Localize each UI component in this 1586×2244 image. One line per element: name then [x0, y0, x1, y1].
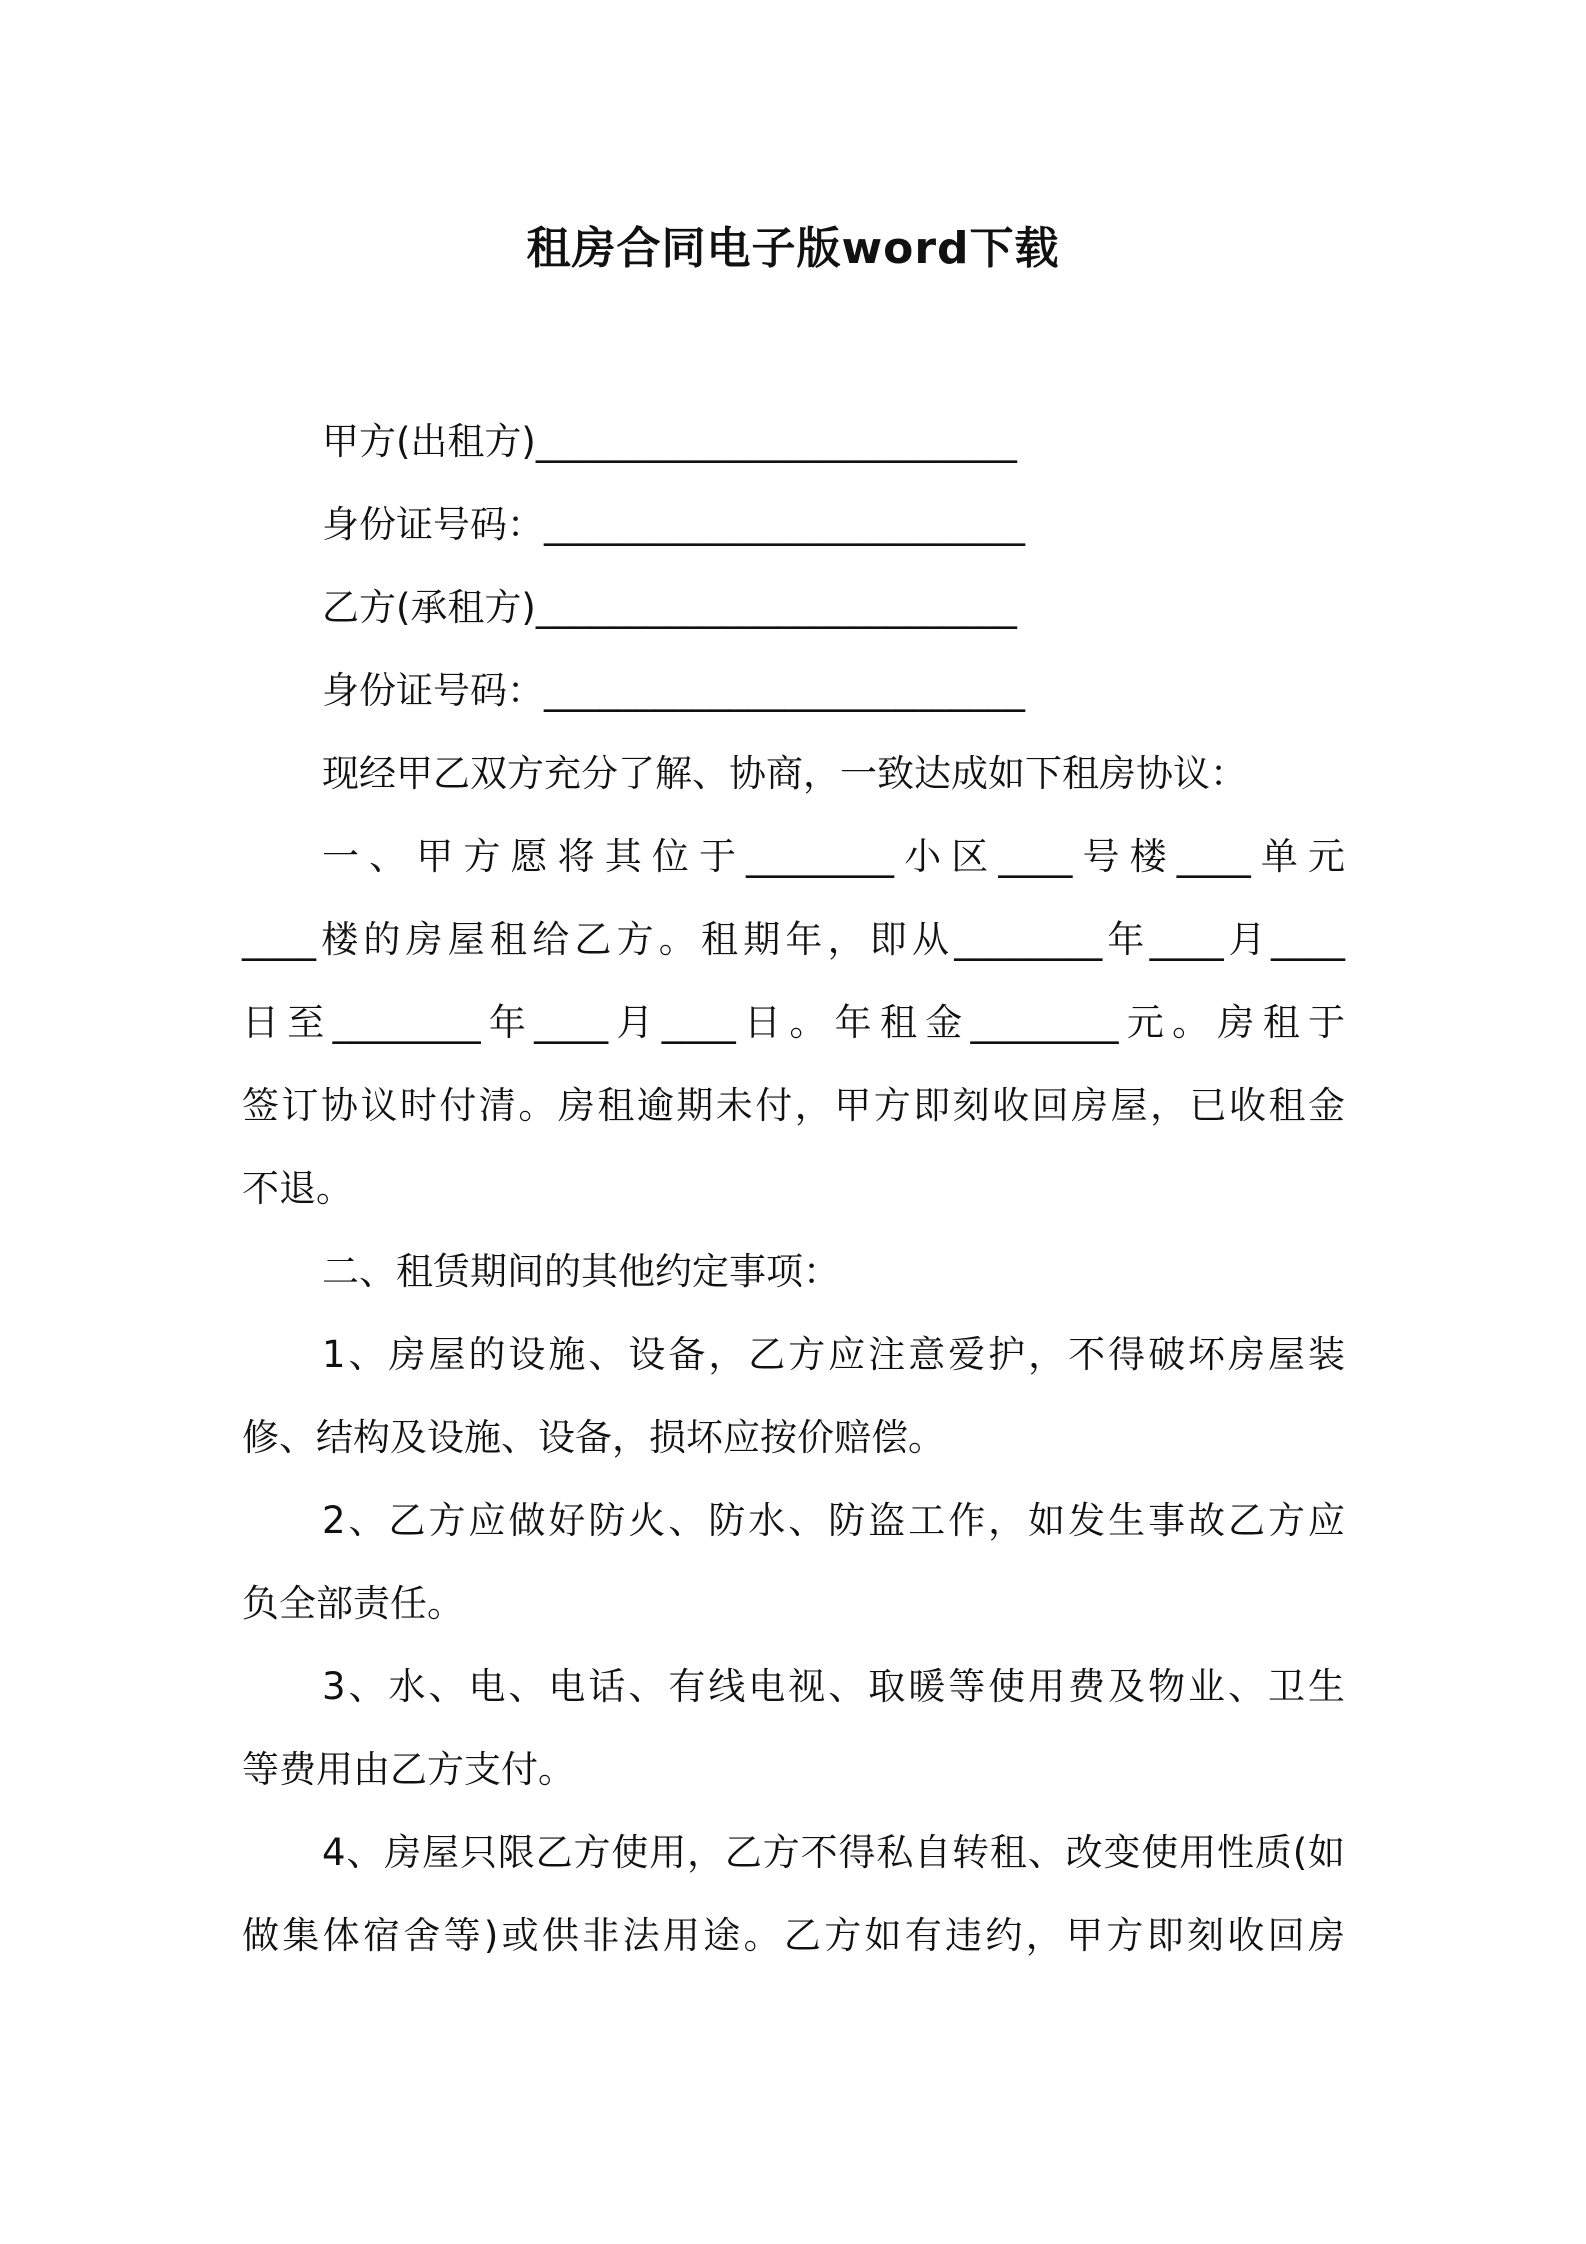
- item2-line-2: 负全部责任。: [242, 1582, 464, 1625]
- clause1-line-5: 不退。: [242, 1167, 353, 1210]
- item1-line-2: 修、结构及设施、设备，损坏应按价赔偿。: [242, 1416, 945, 1459]
- intro-paragraph: 现经甲乙双方充分了解、协商，一致达成如下租房协议：: [322, 752, 1247, 795]
- party-a-id-line: 身份证号码：__________________________: [322, 503, 1025, 546]
- item4-line-2: 做集体宿舍等)或供非法用途。乙方如有违约，甲方即刻收回房: [242, 1914, 1345, 1957]
- clause2-heading: 二、租赁期间的其他约定事项：: [322, 1250, 840, 1293]
- document-title: 租房合同电子版word下载: [526, 223, 1060, 274]
- party-b-id-line: 身份证号码：__________________________: [322, 669, 1025, 712]
- item2-line-1: 2、乙方应做好防火、防水、防盗工作，如发生事故乙方应: [322, 1499, 1345, 1542]
- item3-line-2: 等费用由乙方支付。: [242, 1748, 575, 1791]
- item3-line-1: 3、水、电、电话、有线电视、取暖等使用费及物业、卫生: [322, 1665, 1345, 1708]
- clause1-line-1: 一、甲方愿将其位于________小区____号楼____单元: [322, 835, 1345, 878]
- clause1-line-4: 签订协议时付清。房租逾期未付，甲方即刻收回房屋，已收租金: [242, 1084, 1345, 1127]
- item1-line-1: 1、房屋的设施、设备，乙方应注意爱护，不得破坏房屋装: [322, 1333, 1345, 1376]
- party-b-line: 乙方(承租方)__________________________: [322, 586, 1017, 629]
- party-a-line: 甲方(出租方)__________________________: [322, 420, 1017, 463]
- clause1-line-3: 日至________年____月____日。年租金________元。房租于: [242, 1001, 1345, 1044]
- clause1-line-2: ____楼的房屋租给乙方。租期年，即从________年____月____: [242, 918, 1345, 961]
- item4-line-1: 4、房屋只限乙方使用，乙方不得私自转租、改变使用性质(如: [322, 1831, 1345, 1874]
